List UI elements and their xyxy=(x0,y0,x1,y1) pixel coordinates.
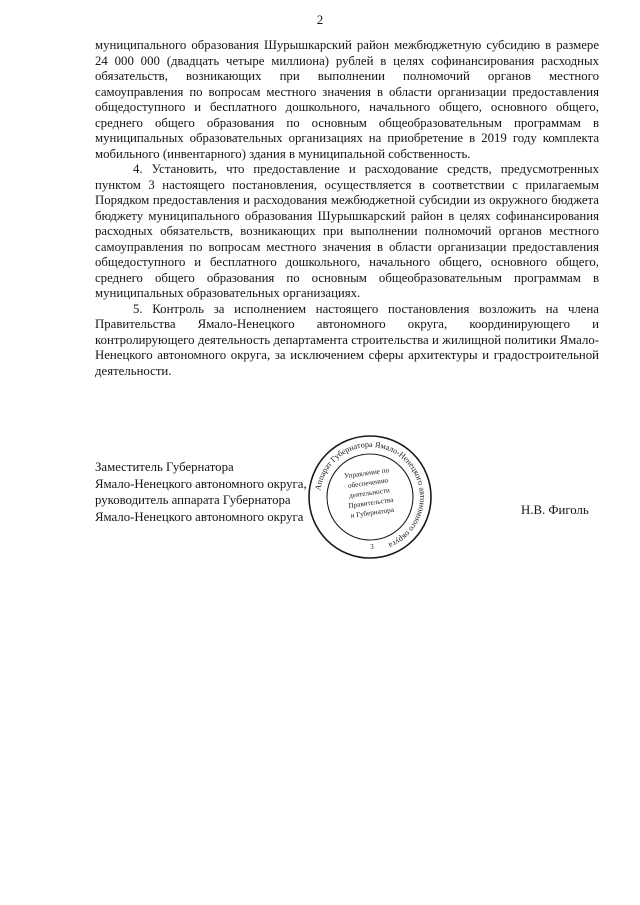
signer-position-line: Ямало-Ненецкого автономного округа xyxy=(95,509,304,524)
page-number: 2 xyxy=(316,12,324,27)
stamp-center-line: и Губернатора xyxy=(350,505,395,520)
stamp-inner-ring xyxy=(327,454,413,540)
stamp-center-line: Управление по xyxy=(343,466,390,481)
stamp-ring-text: Аппарат Губернатора Ямало-Ненецкого автономного округа xyxy=(313,439,428,551)
paragraph-item-4: 4. Установить, что предоставление и расходование средств, предусмотренных пунктом 3 настоящего постановления, осуществляется в соответствии с прилагаемым Порядком предоставления и расходования межбюджетной субсидии из окружного бюджета бюджету муниципального образования Шурышкарский район в целях софинансирования расходных обязательств, возникающих при выполнении полномочий органов местного самоуправления по вопросам местного значения в области организации предоставления общедоступного и бесплатного дошкольного, начального общего, основного общего, среднего общего образования по основным общеобразовательным программам в муниципальных образовательных организациях. xyxy=(95,162,599,300)
document-body xyxy=(95,38,599,379)
stamp-center-line: обеспечению xyxy=(347,476,389,490)
stamp-center-line: Правительства xyxy=(347,495,394,511)
signer-name: Н.В. Фиголь xyxy=(521,503,589,517)
paragraph-item-5: 5. Контроль за исполнением настоящего постановления возложить на члена Правительства Ямало-Ненецкого автономного округа, координирующего и контролирующего деятельность департамента строительства и жилищной политики Ямало-Ненецкого автономного округа, за исключением сферы архитектуры и градостроительной деятельности. xyxy=(95,301,599,378)
signer-position-line: руководитель аппарата Губернатора xyxy=(95,493,291,507)
paragraph-subsidy-amount: муниципального образования Шурышкарский район межбюджетную субсидию в размере 24 000 000 (двадцать четыре миллиона) рублей в целях софинансирования расходных обязательств, возникающих при выполнении полномочий органов местного самоуправления по вопросам местного значения в области организации предоставления общедоступного и бесплатного дошкольного, начального общего, основного общего, среднего общего образования по основным общеобразовательным программам в муниципальных образовательных организациях на приобретение в 2019 году комплекта мобильного (инвентарного) здания в муниципальной собственность. xyxy=(95,38,599,161)
official-stamp xyxy=(306,433,434,561)
stamp-center-line: деятельности xyxy=(348,486,391,500)
signer-position-line: Ямало-Ненецкого автономного округа, xyxy=(95,476,307,491)
stamp-number: 3 xyxy=(370,543,374,551)
signer-position-line: Заместитель Губернатора xyxy=(95,460,234,474)
